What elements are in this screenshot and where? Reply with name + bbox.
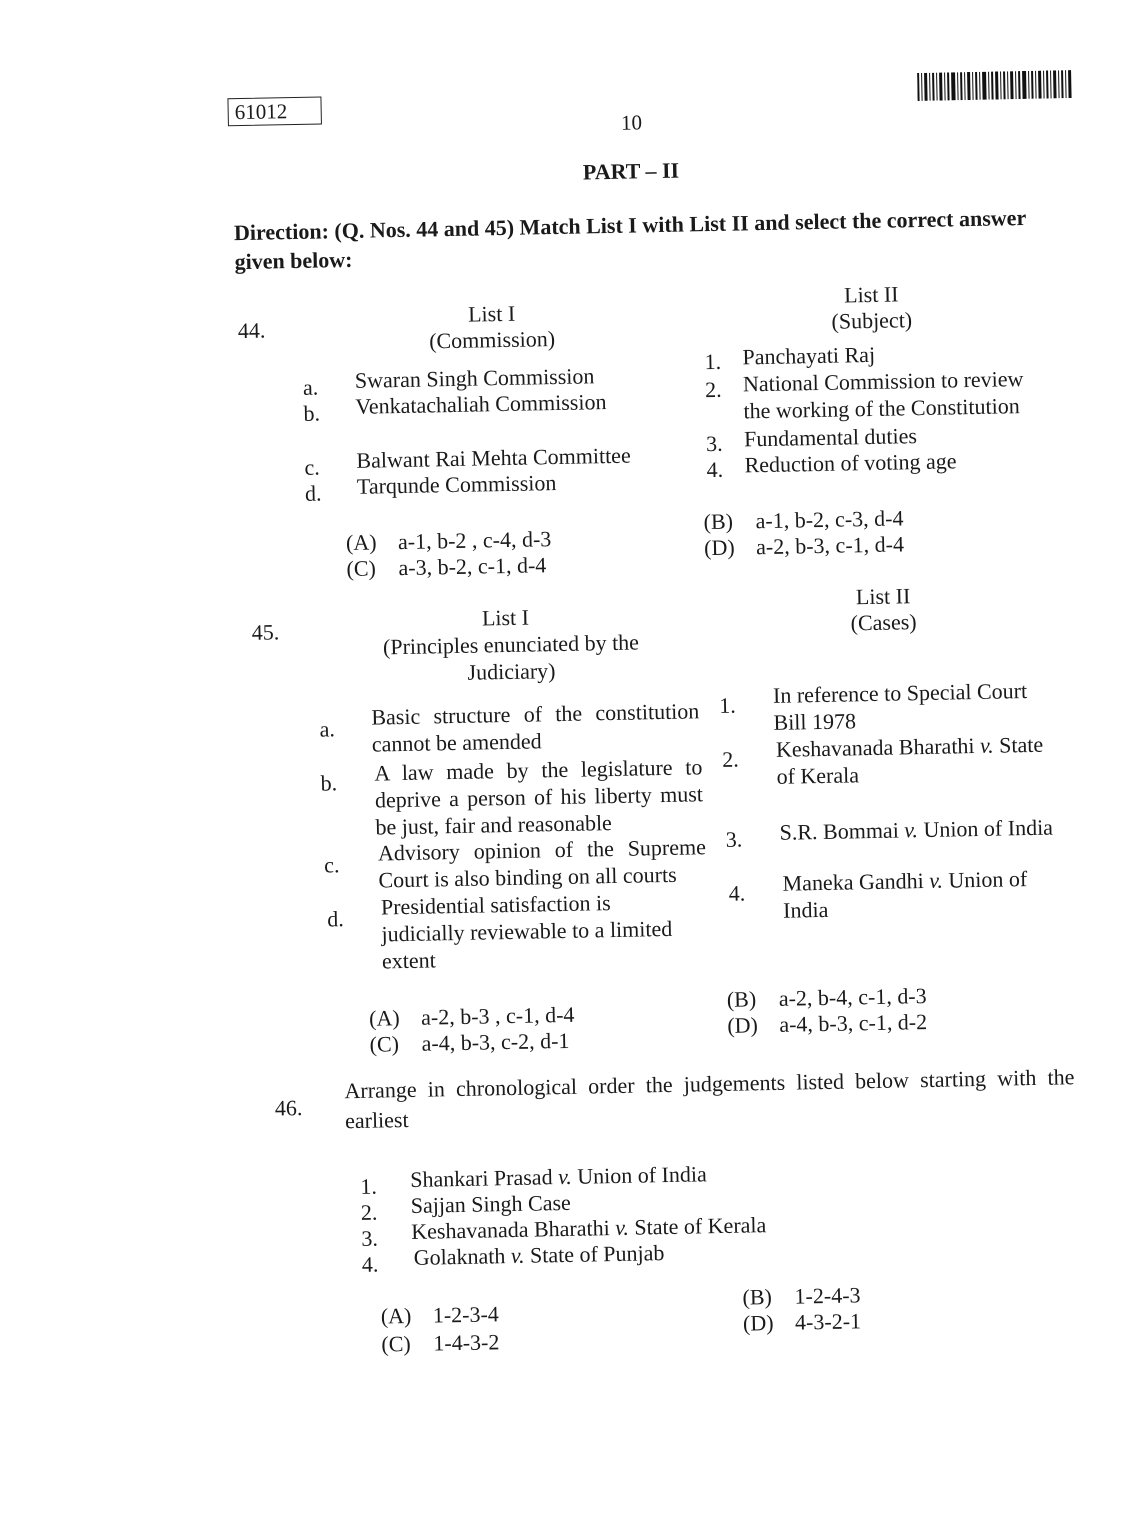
list-item: Balwant Rai Mehta Committee bbox=[356, 443, 631, 474]
case-party: Union of India bbox=[783, 866, 1028, 923]
list-item-label: c. bbox=[304, 455, 320, 481]
list-item bbox=[779, 815, 1053, 846]
list-item: In reference to Special Court Bill 1978 bbox=[773, 677, 1054, 736]
list-item bbox=[776, 730, 1067, 790]
case-name: Sajjan Singh Case bbox=[410, 1190, 571, 1218]
versus-abbr: v. bbox=[558, 1164, 572, 1189]
option-text: a-3, b-2, c-1, d-4 bbox=[398, 552, 546, 580]
list2-title: List II bbox=[783, 582, 983, 612]
option-label: (D) bbox=[743, 1310, 795, 1337]
versus-abbr: v. bbox=[904, 817, 918, 842]
answer-option-c[interactable] bbox=[346, 552, 546, 582]
list-item: Presidential satisfaction is judicially reviewable to a limited extent bbox=[381, 888, 692, 975]
list-item-label: 3. bbox=[726, 827, 743, 853]
list-item-label: a. bbox=[319, 716, 335, 742]
answer-option-a[interactable] bbox=[369, 1002, 575, 1032]
list-item bbox=[782, 865, 1053, 924]
option-label: (D) bbox=[704, 534, 756, 561]
option-label: (C) bbox=[381, 1331, 433, 1358]
list-item-label: d. bbox=[305, 481, 322, 507]
case-party: State of Punjab bbox=[524, 1240, 664, 1268]
list-item-label: b. bbox=[320, 770, 337, 796]
option-label: (C) bbox=[346, 555, 398, 582]
versus-abbr: v. bbox=[980, 733, 994, 758]
list-item-label: 2. bbox=[361, 1200, 378, 1226]
part-title: PART – II bbox=[583, 158, 680, 186]
list-item: National Commission to review the working of the Constitution bbox=[743, 365, 1044, 425]
case-name: Golaknath bbox=[413, 1243, 511, 1270]
list-item-label: 1. bbox=[704, 349, 721, 375]
option-label: (B) bbox=[742, 1284, 794, 1311]
list-item-label: 4. bbox=[362, 1252, 379, 1278]
list2-subtitle: (Cases) bbox=[783, 608, 983, 638]
answer-option-b[interactable] bbox=[727, 983, 927, 1013]
list-item: Panchayati Raj bbox=[742, 342, 875, 371]
question-text: Arrange in chronological order the judgements listed below starting with the earliest bbox=[344, 1062, 1075, 1136]
answer-option-a[interactable] bbox=[381, 1301, 499, 1329]
option-text: 1-2-4-3 bbox=[794, 1282, 860, 1308]
question-number: 45. bbox=[251, 619, 279, 646]
option-label: (A) bbox=[381, 1303, 433, 1330]
versus-abbr: v. bbox=[511, 1243, 525, 1268]
list-item: A law made by the legislature to deprive a person of his liberty must be just, fair and reasonable bbox=[374, 753, 703, 840]
list1-subtitle: (Principles enunciated by the Judiciary) bbox=[366, 628, 657, 688]
option-text: a-1, b-2, c-3, d-4 bbox=[755, 505, 903, 533]
list-item-label: 3. bbox=[706, 431, 723, 457]
list-item-label: b. bbox=[303, 401, 320, 427]
list-item: Venkatachaliah Commission bbox=[355, 389, 607, 420]
list-item: Fundamental duties bbox=[744, 423, 917, 452]
versus-abbr: v. bbox=[615, 1215, 629, 1240]
option-text: a-4, b-3, c-1, d-2 bbox=[779, 1009, 927, 1037]
list-item-label: 3. bbox=[361, 1226, 378, 1252]
list-item-label: 1. bbox=[719, 693, 736, 719]
answer-option-c[interactable] bbox=[369, 1028, 569, 1058]
option-text: a-4, b-3, c-2, d-1 bbox=[421, 1028, 569, 1056]
paper-code-box: 61012 bbox=[227, 96, 322, 126]
option-text: a-2, b-3 , c-1, d-4 bbox=[421, 1002, 575, 1030]
list-item bbox=[411, 1212, 767, 1245]
answer-option-d[interactable] bbox=[727, 1009, 927, 1039]
list-item: Advisory opinion of the Supreme Court is also binding on all courts bbox=[378, 833, 707, 893]
list2-title: List II bbox=[771, 280, 971, 310]
list-item-label: d. bbox=[327, 906, 344, 932]
direction-text: Direction: (Q. Nos. 44 and 45) Match List I with List II and select the correct answer given below: bbox=[234, 203, 1045, 277]
answer-option-b[interactable] bbox=[742, 1282, 860, 1310]
case-party: Union of India bbox=[918, 815, 1053, 843]
option-text: 1-2-3-4 bbox=[433, 1301, 499, 1327]
case-party: State of Kerala bbox=[629, 1212, 767, 1240]
list1-title: List I bbox=[391, 299, 591, 329]
option-label: (B) bbox=[703, 508, 755, 535]
option-label: (D) bbox=[727, 1012, 779, 1039]
answer-option-a[interactable] bbox=[346, 526, 552, 556]
list-item-label: 4. bbox=[729, 880, 746, 906]
case-name: Maneka Gandhi bbox=[782, 868, 929, 896]
case-name: S.R. Bommai bbox=[779, 817, 904, 844]
list-item: Swaran Singh Commission bbox=[355, 363, 595, 394]
page-number: 10 bbox=[621, 110, 642, 135]
option-text: a-2, b-4, c-1, d-3 bbox=[779, 983, 927, 1011]
barcode-icon bbox=[917, 70, 1073, 101]
question-number: 46. bbox=[275, 1095, 303, 1122]
list-item: Tarqunde Commission bbox=[357, 470, 557, 500]
list1-title: List I bbox=[405, 603, 605, 633]
option-label: (A) bbox=[369, 1005, 421, 1032]
option-text: 4-3-2-1 bbox=[795, 1308, 861, 1334]
versus-abbr: v. bbox=[929, 868, 943, 893]
question-number: 44. bbox=[238, 318, 266, 345]
list1-subtitle: (Commission) bbox=[392, 325, 592, 355]
case-party: Union of India bbox=[571, 1161, 706, 1189]
list2-subtitle: (Subject) bbox=[772, 306, 972, 336]
case-name: Keshavanada Bharathi bbox=[411, 1215, 615, 1244]
option-label: (B) bbox=[727, 986, 779, 1013]
list-item bbox=[410, 1161, 707, 1193]
list-item bbox=[413, 1240, 664, 1271]
case-party: State of Kerala bbox=[776, 732, 1043, 789]
answer-option-c[interactable] bbox=[381, 1329, 499, 1357]
list-item bbox=[410, 1190, 571, 1219]
answer-option-b[interactable] bbox=[703, 505, 903, 535]
list-item-label: 1. bbox=[360, 1174, 377, 1200]
option-text: a-2, b-3, c-1, d-4 bbox=[756, 531, 904, 559]
list-item: Basic structure of the constitution cannot be amended bbox=[371, 697, 700, 757]
option-label: (C) bbox=[369, 1031, 421, 1058]
case-name: Shankari Prasad bbox=[410, 1164, 558, 1192]
answer-option-d[interactable] bbox=[743, 1308, 861, 1336]
list-item-label: 4. bbox=[706, 457, 723, 483]
option-label: (A) bbox=[346, 529, 398, 556]
list-item: Reduction of voting age bbox=[744, 448, 956, 478]
answer-option-d[interactable] bbox=[704, 531, 904, 561]
list-item-label: a. bbox=[303, 375, 319, 401]
list-item-label: 2. bbox=[705, 377, 722, 403]
list-item-label: c. bbox=[324, 852, 340, 878]
case-name: Keshavanada Bharathi bbox=[776, 733, 980, 762]
list-item-label: 2. bbox=[722, 747, 739, 773]
option-text: a-1, b-2 , c-4, d-3 bbox=[398, 526, 552, 554]
option-text: 1-4-3-2 bbox=[433, 1329, 499, 1355]
